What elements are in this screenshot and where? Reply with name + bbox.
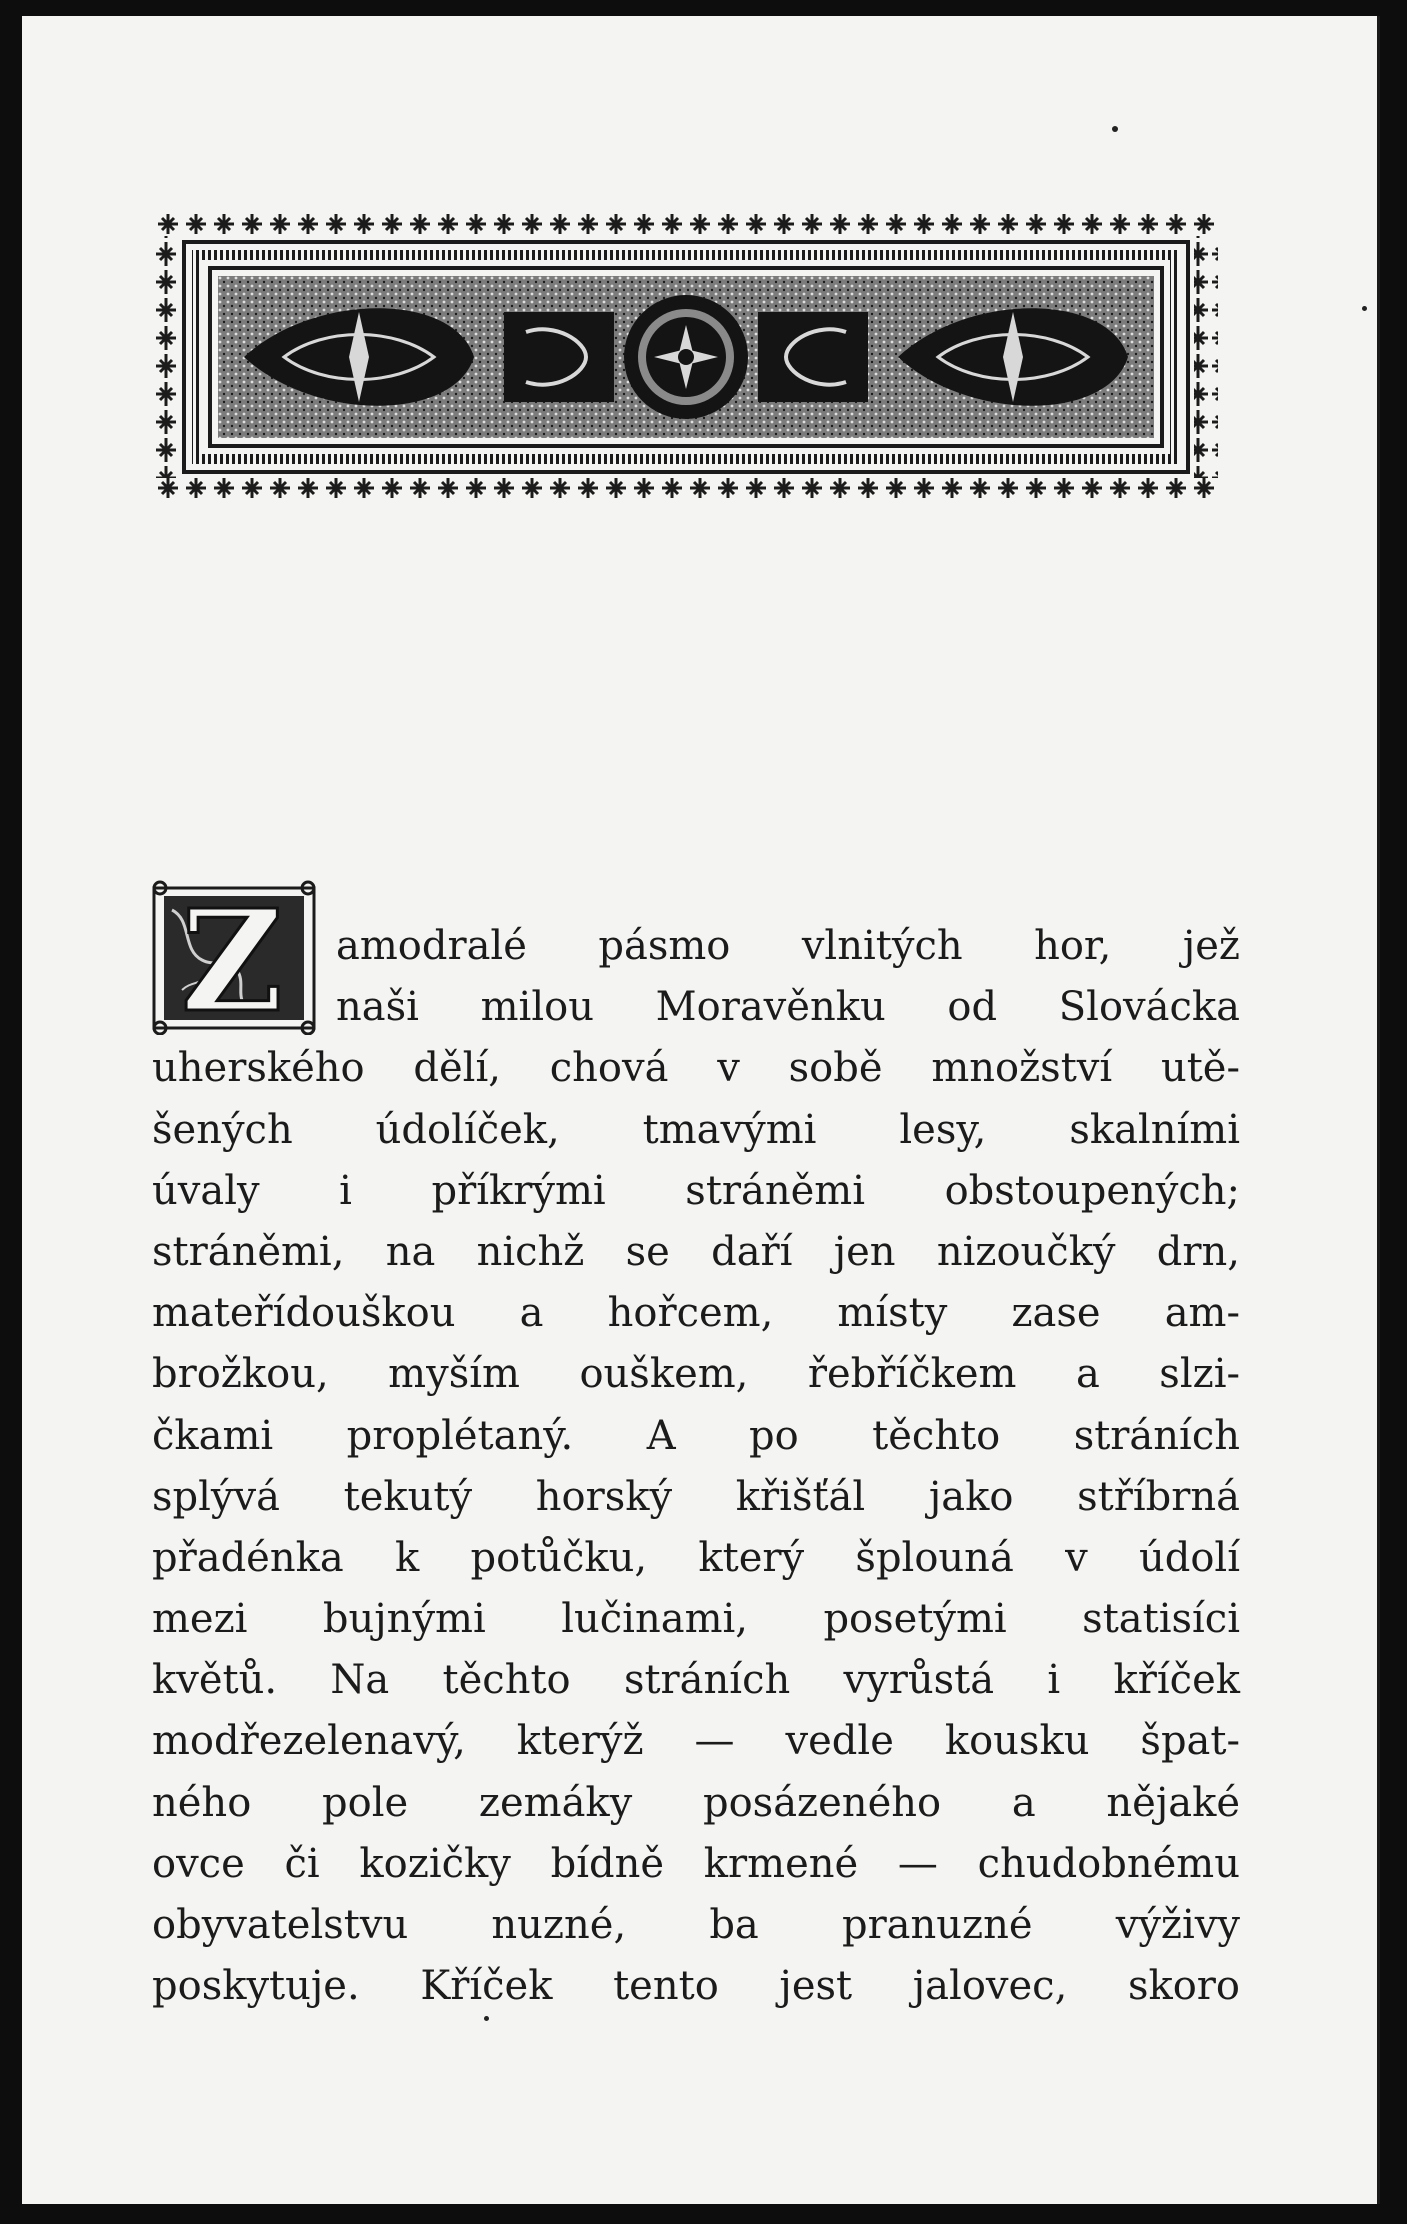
scan-speck (484, 2016, 489, 2021)
text-line-8: brožkou, myším ouškem, řebříčkem a slzi- (152, 1351, 1240, 1398)
drop-cap (152, 880, 317, 1035)
text-line-10: splývá tekutý horský křišťál jako stříbrná (152, 1473, 1240, 1520)
text-line-9: čkami proplétaný. A po těchto stráních (152, 1412, 1240, 1459)
text-line-7: mateřídouškou a hořcem, místy zase am- (152, 1290, 1240, 1337)
scan-speck (1112, 126, 1118, 132)
drop-cap-z-icon (152, 880, 317, 1035)
ornamental-headpiece (154, 212, 1218, 502)
text-line-13: květů. Na těchto stráních vyrůstá i kříček (152, 1657, 1240, 1704)
text-line-4: šených údolíček, tmavými lesy, skalními (152, 1106, 1240, 1153)
book-page (22, 16, 1380, 2204)
text-line-2: naši milou Moravěnku od Slovácka (336, 984, 1240, 1031)
text-line-16: ovce či kozičky bídně krmené — chudobnému (152, 1840, 1240, 1887)
text-line-14: modřezelenavý, kterýž — vedle kousku špat- (152, 1718, 1240, 1765)
text-line-18: poskytuje. Kříček tento jest jalovec, skoro (152, 1963, 1240, 2010)
body-text (152, 880, 1240, 2017)
text-line-17: obyvatelstvu nuzné, ba pranuzné výživy (152, 1902, 1240, 1948)
text-line-5: úvaly i příkrými stráněmi obstoupených; (152, 1167, 1240, 1214)
text-line-6: stráněmi, na nichž se daří jen nizoučký drn, (152, 1228, 1240, 1275)
text-line-11: přadénka k potůčku, který šplouná v údolí (152, 1534, 1240, 1581)
text-line-12: mezi bujnými lučinami, posetými statisíci (152, 1596, 1240, 1643)
scan-speck (1362, 306, 1367, 311)
headpiece-ornament-icon (154, 212, 1218, 502)
text-line-15: ného pole zemáky posázeného a nějaké (152, 1779, 1240, 1826)
drop-cap-letter: Z (180, 880, 284, 1035)
text-line-3: uherského dělí, chová v sobě množství utě- (152, 1045, 1240, 1092)
text-line-1: amodralé pásmo vlnitých hor, jež (336, 923, 1240, 969)
